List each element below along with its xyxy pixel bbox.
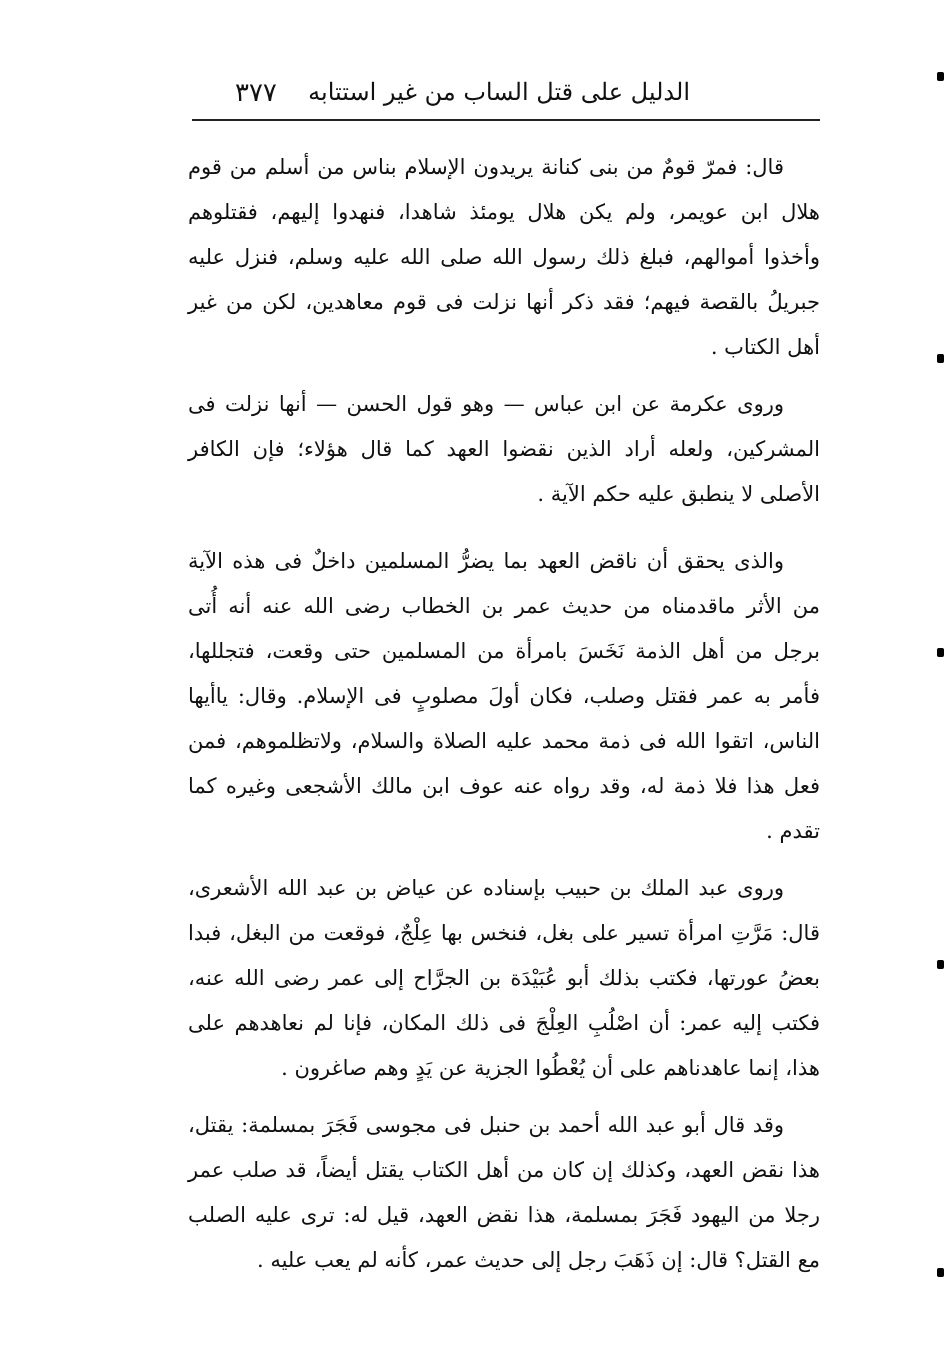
paragraph: والذى يحقق أن ناقض العهد بما يضرُّ المسلمين داخلٌ فى هذه الآية من الأثر ماقدمناه من حديث عمر بن الخطاب رضى الله عنه أنه أُتى برجل من أهل الذمة نَخَسَ بامرأة من المسلمين حتى وقعت، فتجللها، فأمر به عمر فقتل وصلب، فكان أولَ مصلوبٍ فى الإسلام. وقال: ياأيها الناس، اتقوا الله فى ذمة محمد عليه الصلاة والسلام، ولاتظلموهم، فمن فعل هذا فلا ذمة له، وقد رواه عنه عوف ابن مالك الأشجعى وغيره كما تقدم .: [188, 549, 820, 843]
paragraph: وروى عكرمة عن ابن عباس — وهو قول الحسن — أنها نزلت فى المشركين، ولعله أراد الذين نقضوا العهد كما قال هؤلاء؛ فإن الكافر الأصلى لا ينطبق عليه حكم الآية .: [188, 392, 820, 506]
scan-margin-mark: [937, 354, 944, 363]
scan-margin-mark: [937, 960, 944, 969]
scan-margin-mark: [937, 648, 944, 657]
scan-margin-mark: [937, 72, 944, 81]
running-title: الدليل على قتل الساب من غير استتابه: [308, 78, 690, 106]
paragraph: وروى عبد الملك بن حبيب بإسناده عن عياض بن عبد الله الأشعرى، قال: مَرَّتِ امرأة تسير على بغل، فنخس بها عِلْجٌ، فوقعت من البغل، فبدا بعضُ عورتها، فكتب بذلك أبو عُبَيْدَة بن الجرَّاح إلى عمر رضى الله عنه، فكتب إليه عمر: أن اصْلُبِ العِلْجَ فى ذلك المكان، فإنا لم نعاهدهم على هذا، إنما عاهدناهم على أن يُعْطُوا الجزية عن يَدٍ وهم صاغرون .: [188, 876, 820, 1080]
paragraph: وقد قال أبو عبد الله أحمد بن حنبل فى مجوسى فَجَرَ بمسلمة: يقتل، هذا نقض العهد، وكذلك إن كان من أهل الكتاب يقتل أيضاً، قد صلب عمر رجلا من اليهود فَجَرَ بمسلمة، هذا نقض العهد، قيل له: ترى عليه الصلب مع القتل؟ قال: إن ذَهَبَ رجل إلى حديث عمر، كأنه لم يعب عليه .: [188, 1113, 820, 1272]
page-body: [188, 145, 820, 1295]
scan-margin-mark: [937, 1268, 944, 1277]
header-rule: [192, 119, 820, 121]
page-header: [190, 70, 820, 110]
paragraph: قال: فمرّ قومٌ من بنى كنانة يريدون الإسلام بناس من أسلم من قوم هلال ابن عويمر، ولم يكن هلال يومئذ شاهدا، فنهدوا إليهم، فقتلوهم وأخذوا أموالهم، فبلغ ذلك رسول الله صلى الله عليه وسلم، فنزل عليه جبريلُ بالقصة فيهم؛ فقد ذكر أنها نزلت فى قوم معاهدين، لكن من غير أهل الكتاب .: [188, 155, 820, 359]
page-number: ٣٧٧: [235, 78, 277, 108]
